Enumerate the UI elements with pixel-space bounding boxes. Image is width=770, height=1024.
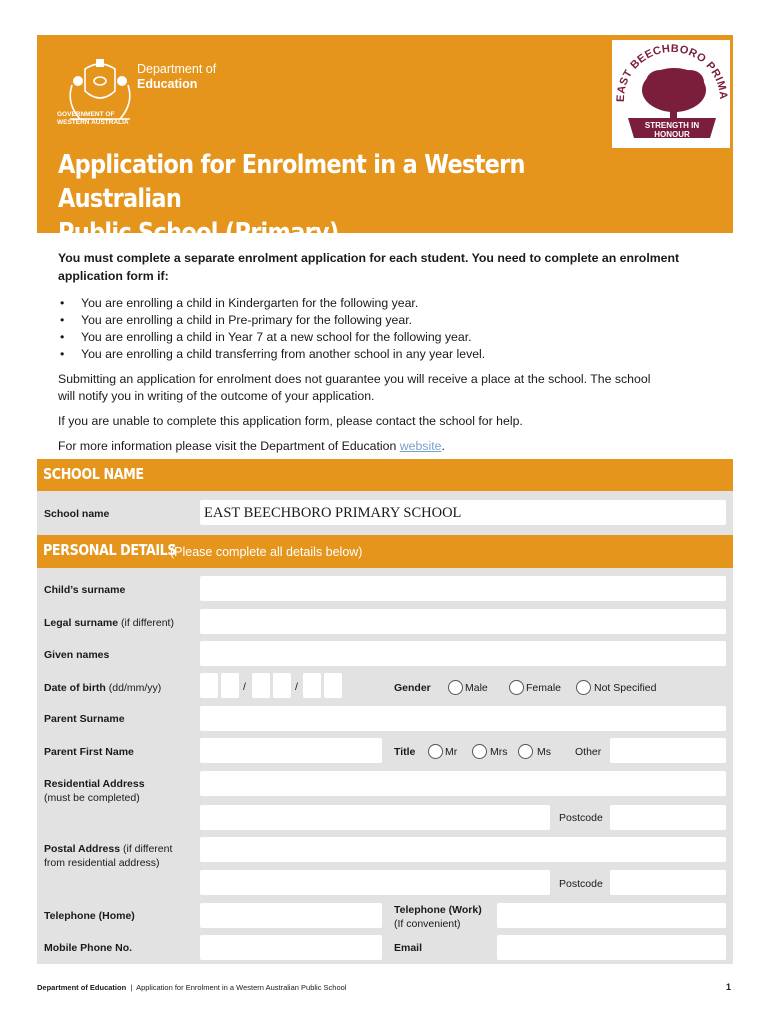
school-name-label-text: School name xyxy=(44,508,110,520)
dob-slash-1: / xyxy=(243,681,246,693)
intro-para-help: If you are unable to complete this application form, please contact the school for help. xyxy=(58,414,523,428)
telephone-work-field[interactable] xyxy=(497,903,726,928)
residential-address-line-2[interactable] xyxy=(200,805,550,830)
residential-address-label-text: Residential Address xyxy=(44,778,145,790)
legal-surname-label xyxy=(44,617,174,630)
title-mr-radio[interactable] xyxy=(428,744,443,759)
given-names-label-text: Given names xyxy=(44,649,110,661)
email-field[interactable] xyxy=(497,935,726,960)
title-label-text: Title xyxy=(394,746,416,758)
gender-male-label: Male xyxy=(465,682,488,694)
school-motto-1: STRENGTH IN xyxy=(644,121,700,130)
gender-not-specified-radio[interactable] xyxy=(576,680,591,695)
email-label xyxy=(394,942,422,955)
footer-doc-title: Application for Enrolment in a Western Australian Public School xyxy=(136,983,347,992)
info-period: . xyxy=(441,439,445,453)
page-number: 1 xyxy=(726,982,732,992)
telephone-home-label xyxy=(44,910,135,923)
title-ms-label: Ms xyxy=(537,746,551,758)
gender-label-text: Gender xyxy=(394,682,431,694)
title-line-1: Application for Enrolment in a Western Australian xyxy=(58,150,525,214)
dob-label-text: Date of birth xyxy=(44,682,106,694)
title-line-2: Public School (Primary) xyxy=(58,218,339,248)
bullet-item: • You are enrolling a child in Year 7 at a new school for the following year. xyxy=(58,329,698,346)
school-section-title: SCHOOL NAME xyxy=(43,465,144,483)
personal-section-title: PERSONAL DETAILS xyxy=(43,541,177,559)
gender-label xyxy=(394,682,431,695)
dept-line-1: Department of xyxy=(137,62,217,76)
childs-surname-label-text: Child’s surname xyxy=(44,584,126,596)
title-mrs-label: Mrs xyxy=(490,746,508,758)
postal-address-label xyxy=(44,843,172,856)
department-name xyxy=(137,62,216,92)
government-text xyxy=(57,111,129,127)
gender-not-specified-label: Not Specified xyxy=(594,682,657,694)
bullet-item: • You are enrolling a child transferring from another school in any year level. xyxy=(58,346,698,363)
telephone-work-label-text: Telephone (Work) xyxy=(394,904,482,916)
postal-address-line-2[interactable] xyxy=(200,870,550,895)
intro-bold-text: You must complete a separate enrolment application for each student. You need to complete an enrolment application form if: xyxy=(58,251,680,283)
residential-address-label xyxy=(44,778,145,791)
given-names-field[interactable] xyxy=(200,641,726,666)
dept-line-2: Education xyxy=(137,77,198,91)
dob-year-digit-1[interactable] xyxy=(303,673,321,698)
postal-address-note-2: from residential address) xyxy=(44,857,160,869)
telephone-home-field[interactable] xyxy=(200,903,382,928)
school-motto-2: HONOUR xyxy=(654,130,690,139)
email-label-text: Email xyxy=(394,942,423,954)
bullet-item: • You are enrolling a child in Kindergarten for the following year. xyxy=(58,295,698,312)
title-mrs-radio[interactable] xyxy=(472,744,487,759)
school-name-section-header xyxy=(37,459,733,491)
legal-surname-note: (if different) xyxy=(121,617,174,629)
legal-surname-field[interactable] xyxy=(200,609,726,634)
mobile-phone-label-text: Mobile Phone No. xyxy=(44,942,133,954)
title-label xyxy=(394,746,415,759)
telephone-work-label xyxy=(394,904,482,917)
postal-address-note-1: (if different xyxy=(122,843,173,855)
title-other-field[interactable] xyxy=(610,738,726,763)
bullet-item: • You are enrolling a child in Pre-primary for the following year. xyxy=(58,312,698,329)
dob-day-digit-1[interactable] xyxy=(200,673,218,698)
parent-first-name-label xyxy=(44,746,134,759)
dob-month-digit-1[interactable] xyxy=(252,673,270,698)
intro-para-guarantee: Submitting an application for enrolment does not guarantee you will receive a place at the school. The school will notify you in writing of the outcome of your application. xyxy=(58,372,651,403)
childs-surname-label xyxy=(44,584,125,597)
residential-address-note: (must be completed) xyxy=(44,792,140,804)
title-other-label: Other xyxy=(575,746,602,758)
title-ms-radio[interactable] xyxy=(518,744,533,759)
given-names-label xyxy=(44,649,109,662)
residential-postcode-field[interactable] xyxy=(610,805,726,830)
residential-postcode-label: Postcode xyxy=(559,812,603,824)
personal-details-section-header xyxy=(37,535,733,568)
footer-dept: Department of Education xyxy=(37,983,127,992)
dob-note: (dd/mm/yy) xyxy=(108,682,162,694)
postal-postcode-label: Postcode xyxy=(559,878,603,890)
postal-address-label-text: Postal Address xyxy=(44,843,121,855)
school-logo xyxy=(612,40,730,148)
dob-day-digit-2[interactable] xyxy=(221,673,239,698)
postal-address-line-1[interactable] xyxy=(200,837,726,862)
legal-surname-label-text: Legal surname xyxy=(44,617,119,629)
gov-line-2: WESTERN AUSTRALIA xyxy=(57,119,129,126)
school-name-label xyxy=(44,508,109,521)
parent-first-name-field[interactable] xyxy=(200,738,382,763)
parent-surname-field[interactable] xyxy=(200,706,726,731)
postal-postcode-field[interactable] xyxy=(610,870,726,895)
gender-female-label: Female xyxy=(526,682,562,694)
intro-section xyxy=(58,249,698,455)
info-text: For more information please visit the Department of Education xyxy=(58,439,400,453)
dob-label xyxy=(44,682,161,695)
mobile-phone-field[interactable] xyxy=(200,935,382,960)
footer-separator: | xyxy=(130,983,133,992)
website-link[interactable]: website xyxy=(399,439,442,453)
gender-male-radio[interactable] xyxy=(448,680,463,695)
dob-slash-2: / xyxy=(295,681,298,693)
intro-para-info xyxy=(58,438,698,455)
page-title xyxy=(58,148,621,250)
telephone-work-note: (If convenient) xyxy=(394,918,461,930)
school-name-value: EAST BEECHBORO PRIMARY SCHOOL xyxy=(204,505,462,521)
school-logo-arc-text: EAST BEECHBORO PRIMA xyxy=(614,42,730,103)
title-mr-label: Mr xyxy=(445,746,458,758)
intro-bullets xyxy=(58,295,698,363)
residential-address-line-1[interactable] xyxy=(200,771,726,796)
gov-line-1: GOVERNMENT OF xyxy=(57,111,115,118)
mobile-phone-label xyxy=(44,942,132,955)
school-crest-icon xyxy=(612,40,730,148)
page-footer xyxy=(37,983,346,992)
dob-month-digit-2[interactable] xyxy=(273,673,291,698)
parent-first-name-label-text: Parent First Name xyxy=(44,746,134,758)
telephone-home-label-text: Telephone (Home) xyxy=(44,910,135,922)
gender-female-radio[interactable] xyxy=(509,680,524,695)
childs-surname-field[interactable] xyxy=(200,576,726,601)
dob-year-digit-2[interactable] xyxy=(324,673,342,698)
parent-surname-label xyxy=(44,713,125,726)
parent-surname-label-text: Parent Surname xyxy=(44,713,125,725)
personal-section-subtitle: (Please complete all details below) xyxy=(170,545,363,559)
